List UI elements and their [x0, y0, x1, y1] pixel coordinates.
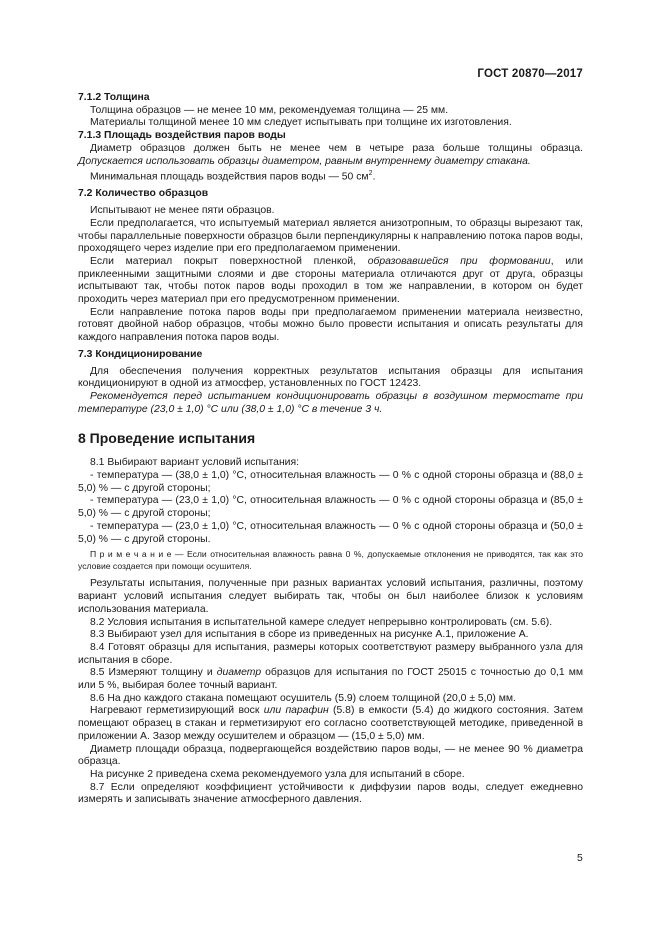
italic-run: образовавшейся при формовании: [367, 255, 551, 267]
paragraph: [78, 667, 583, 692]
italic-run: диаметр: [216, 667, 262, 679]
text-run: Диаметр образцов должен быть не менее чем в четыре раза больше толщины образца.: [90, 142, 583, 154]
text-run: Нагревают герметизирующий воск: [90, 705, 264, 717]
document-header: ГОСТ 20870—2017: [477, 68, 583, 80]
paragraph: На рисунке 2 приведена схема рекомендуемого узла для испытаний в сборе.: [90, 769, 465, 780]
text-run: Если материал покрыт поверхностной пленкой,: [90, 255, 368, 267]
page-number: 5: [577, 853, 583, 864]
paragraph: [78, 256, 583, 307]
text-run: .: [372, 171, 376, 183]
text-run: (5.8) в емкости (5.4) до жидкого состояния. Затем помещают образец в стакан и герметизируют его согласно соответствующей методике, приведенной в приложении А. Зазор между осушителем и образцом — (15,0 ± 5,0) мм.: [78, 705, 583, 742]
paragraph: 8.2 Условия испытания в испытательной камере следует непрерывно контролировать (см. 5.6).: [90, 616, 553, 628]
paragraph: [78, 143, 583, 168]
note-label: П р и м е ч а н и е: [90, 549, 172, 560]
note: [78, 549, 583, 572]
paragraph: Для обеспечения получения корректных результатов испытания образцы для испытания кондиционируют в одной из атмосфер, установленных по ГОСТ 12423.: [78, 365, 583, 390]
italic-run: Допускается использовать образцы диаметром, равным внутреннему диаметру стакана.: [78, 155, 531, 167]
superscript: 2: [368, 170, 373, 178]
paragraph: Материалы толщиной менее 10 мм следует испытывать при толщине их изготовления.: [90, 117, 512, 129]
italic-run: или парафин: [263, 705, 329, 717]
heading-7-3: 7.3 Кондиционирование: [78, 348, 203, 360]
paragraph: 8.4 Готовят образцы для испытания, размеры которых соответствуют размеру выбранного узла для испытания в сборе.: [78, 641, 583, 666]
paragraph: 8.6 На дно каждого стакана помещают осушитель (5.9) слоем толщиной (20,0 ± 5,0) мм.: [90, 692, 516, 704]
list-item: - температура — (23,0 ± 1,0) °С, относительная влажность — 0 % с одной стороны образца и (50,0 ± 5,0) % — с другой стороны.: [78, 520, 583, 545]
paragraph: Результаты испытания, полученные при разных вариантах условий испытания, различны, поэтому вариант условий испытания следует выбирать так, чтобы он был наиболее близок к условиям использования материала.: [78, 578, 583, 615]
paragraph: Если направление потока паров воды при предполагаемом применении материала неизвестно, готовят двойной набор образцов, чтобы можно было провести испытания и описать результаты для каждого направления потока паров воды.: [78, 306, 583, 344]
note-text: — Если относительная влажность равна 0 %, допускаемые отклонения не приводятся, так как это условие создается при помощи осушителя.: [78, 549, 584, 571]
text-run: 8.5 Измеряют толщину и: [90, 667, 217, 679]
heading-7-1-2: 7.1.2 Толщина: [78, 92, 150, 103]
text-run: , или приклеенными защитными слоями и две стороны материала отличаются друг от друга, образцы испытывают так, чтобы поток паров воды проходил в том же направлении, в котором он будет проходить через материал при его предусмотренном применении.: [78, 255, 583, 306]
paragraph: Диаметр площади образца, подвергающейся воздействию паров воды, — не менее 90 % диаметра образца.: [78, 743, 583, 768]
paragraph: [78, 705, 583, 743]
heading-7-1-3: 7.1.3 Площадь воздействия паров воды: [78, 130, 286, 142]
paragraph: 8.7 Если определяют коэффициент устойчивости к диффузии паров воды, следует ежедневно измерять и записывать значение атмосферного давления.: [78, 781, 583, 806]
list-item: - температура — (38,0 ± 1,0) °С, относительная влажность — 0 % с одной стороны образца и (88,0 ± 5,0) % — с другой стороны;: [78, 470, 583, 494]
heading-7-2: 7.2 Количество образцов: [78, 188, 209, 200]
italic-run: Рекомендуется перед испытанием кондиционировать образцы в воздушном термостате при температуре (23,0 ± 1,0) °С или (38,0 ± 1,0) °С в течение 3 ч.: [78, 390, 583, 415]
paragraph: 8.1 Выбирают вариант условий испытания:: [90, 457, 299, 469]
paragraph: Испытывают не менее пяти образцов.: [90, 205, 275, 217]
list-item: - температура — (23,0 ± 1,0) °С, относительная влажность — 0 % с одной стороны образца и (85,0 ± 5,0) % — с другой стороны;: [78, 495, 583, 520]
text-run: Минимальная площадь воздействия паров воды — 50 см: [90, 171, 369, 183]
text-run: образцов для испытания по ГОСТ 25015 с точностью до 0,1 мм или 5 %, выбирая более точный вариант.: [78, 667, 583, 692]
heading-8: 8 Проведение испытания: [78, 430, 256, 447]
paragraph: Если предполагается, что испытуемый материал является анизотропным, то образцы вырезают так, чтобы параллельные поверхности образцов были перпендикулярны к направлению потока паров воды, проходящего через изделие при его предполагаемом применении.: [78, 217, 583, 255]
paragraph: [78, 168, 583, 184]
page-body: [78, 92, 583, 807]
paragraph: 8.3 Выбирают узел для испытания в сборе из приведенных на рисунке А.1, приложение А.: [90, 629, 529, 641]
paragraph: [78, 391, 583, 416]
paragraph: Толщина образцов — не менее 10 мм, рекомендуемая толщина — 25 мм.: [90, 104, 449, 116]
